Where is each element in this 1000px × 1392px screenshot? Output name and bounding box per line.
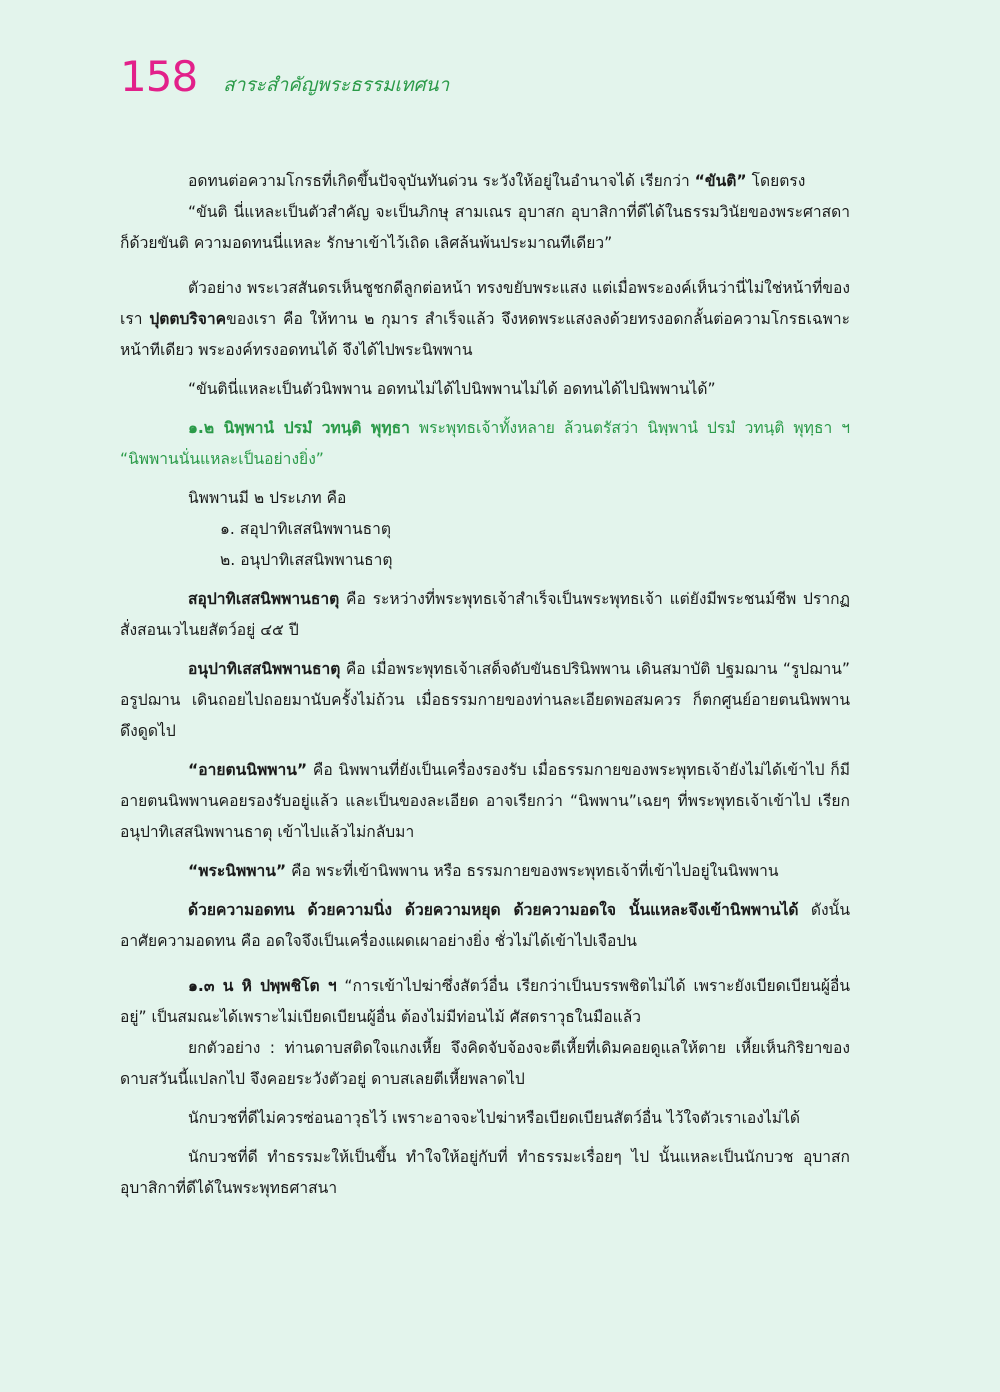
paragraph: ด้วยความอดทน ด้วยความนิ่ง ด้วยความหยุด ด้วยความอดใจ นั้นแหละจึงเข้านิพพานได้ ดังนั้นอาศัยความอดทน คือ อดใจจึงเป็นเครื่องแผดเผาอย่างยิ่ง ชั่วไม่ได้เข้าไปเจือปน <box>120 901 850 950</box>
paragraph: ตัวอย่าง พระเวสสันดรเห็นชูชกดีลูกต่อหน้า ทรงขยับพระแสง แต่เมื่อพระองค์เห็นว่านี่ไม่ใช่หน้าที่ของเรา ปุตตบริจาคของเรา คือ ให้ทาน ๒ กุมาร สำเร็จแล้ว จึงหดพระแสงลงด้วยทรงอดกลั้นต่อความโกรธเฉพาะหน้าทีเดียว พระองค์ทรงอดทนได้ จึงได้ไปพระนิพพาน <box>120 279 850 359</box>
list-item: ๑. สอุปาทิเสสนิพพานธาตุ <box>220 520 392 538</box>
paragraph: นักบวชที่ดีไม่ควรซ่อนอาวุธไว้ เพราะอาจจะไปฆ่าหรือเบียดเบียนสัตว์อื่น ไว้ใจตัวเราเองไม่ได้ <box>188 1109 800 1127</box>
paragraph: “ขันติ นี่แหละเป็นตัวสำคัญ จะเป็นภิกษุ สามเณร อุบาสก อุบาสิกาที่ดีได้ในธรรมวินัยของพระศาสดา ก็ด้วยขันติ ความอดทนนี่แหละ รักษาเข้าไว้เถิด เลิศล้นพ้นประมาณทีเดียว” <box>120 203 850 252</box>
paragraph: “ขันตินี่แหละเป็นตัวนิพพาน อดทนไม่ได้ไปนิพพานไม่ได้ อดทนได้ไปนิพพานได้” <box>188 380 716 398</box>
body-text <box>120 166 850 1204</box>
paragraph: นิพพานมี ๒ ประเภท คือ <box>188 489 347 507</box>
paragraph: อนุปาทิเสสนิพพานธาตุ คือ เมื่อพระพุทธเจ้าเสด็จดับขันธปรินิพพาน เดินสมาบัติ ปฐมฌาน “รูปฌาน” อรูปฌาน เดินถอยไปถอยมานับครั้งไม่ถ้วน เมื่อธรรมกายของท่านละเอียดพอสมควร ก็ตกศูนย์อายตนนิพพานดึงดูดไป <box>120 660 850 740</box>
paragraph: อดทนต่อความโกรธที่เกิดขึ้นปัจจุบันทันด่วน ระวังให้อยู่ในอำนาจได้ เรียกว่า “ขันติ” โดยตรง <box>188 172 806 190</box>
section-heading: ๑.๒ นิพฺพานํ ปรมํ วทนฺติ พุทฺธา พระพุทธเจ้าทั้งหลาย ล้วนตรัสว่า นิพฺพานํ ปรมํ วทนฺติ พุทฺธา ฯ “นิพพานนั่นแหละเป็นอย่างยิ่ง” <box>120 419 850 468</box>
running-title: สาระสำคัญพระธรรมเทศนา <box>223 74 450 96</box>
paragraph: สอุปาทิเสสนิพพานธาตุ คือ ระหว่างที่พระพุทธเจ้าสำเร็จเป็นพระพุทธเจ้า แต่ยังมีพระชนม์ชีพ ปรากฏสั่งสอนเวไนยสัตว์อยู่ ๔๕ ปี <box>120 590 850 639</box>
page-header <box>120 52 449 101</box>
paragraph: นักบวชที่ดี ทำธรรมะให้เป็นขึ้น ทำใจให้อยู่กับที่ ทำธรรมะเรื่อยๆ ไป นั้นแหละเป็นนักบวช อุบาสก อุบาสิกาที่ดีได้ในพระพุทธศาสนา <box>120 1148 850 1197</box>
page-number: 158 <box>120 52 198 101</box>
paragraph: ยกตัวอย่าง : ท่านดาบสติดใจแกงเหี้ย จึงคิดจับจ้องจะตีเหี้ยที่เดิมคอยดูแลให้ตาย เหี้ยเห็นกิริยาของดาบสวันนี้แปลกไป จึงคอยระวังตัวอยู่ ดาบสเลยตีเหี้ยพลาดไป <box>120 1039 850 1088</box>
section-heading: ๑.๓ น หิ ปพฺพชิโต ฯ “การเข้าไปฆ่าซึ่งสัตว์อื่น เรียกว่าเป็นบรรพชิตไม่ได้ เพราะยังเบียดเบียนผู้อื่นอยู่” เป็นสมณะได้เพราะไม่เบียดเบียนผู้อื่น ต้องไม่มีท่อนไม้ ศัสตราวุธในมือแล้ว <box>120 977 850 1026</box>
list-item: ๒. อนุปาทิเสสนิพพานธาตุ <box>220 551 393 569</box>
paragraph: “อายตนนิพพาน” คือ นิพพานที่ยังเป็นเครื่องรองรับ เมื่อธรรมกายของพระพุทธเจ้ายังไม่ได้เข้าไป ก็มีอายตนนิพพานคอยรองรับอยู่แล้ว และเป็นของละเอียด อาจเรียกว่า “นิพพาน”เฉยๆ ที่พระพุทธเจ้าเข้าไป เรียกอนุปาทิเสสนิพพานธาตุ เข้าไปแล้วไม่กลับมา <box>120 761 850 841</box>
paragraph: “พระนิพพาน” คือ พระที่เข้านิพพาน หรือ ธรรมกายของพระพุทธเจ้าที่เข้าไปอยู่ในนิพพาน <box>188 862 779 880</box>
